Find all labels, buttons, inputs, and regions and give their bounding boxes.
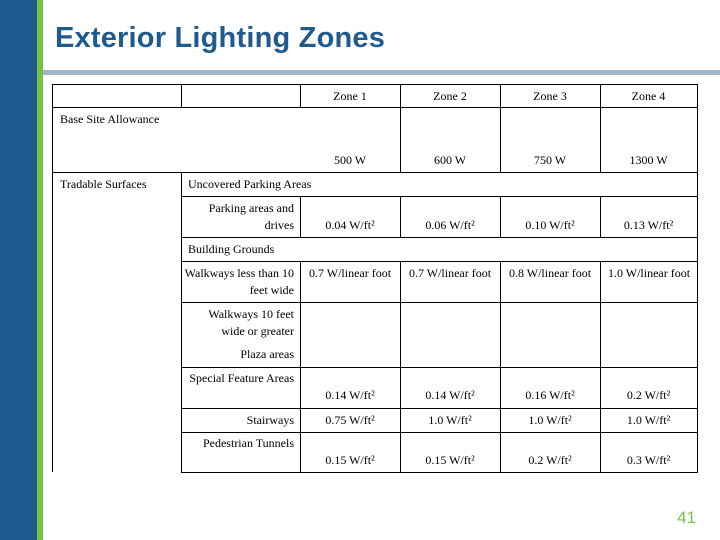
parking-zone-4: 0.13 W/ft²: [623, 218, 674, 232]
row-line-grounds-header: [181, 261, 698, 262]
col-line-d-grounds: [500, 261, 501, 472]
pedestrian-zone-2: 0.15 W/ft²: [425, 453, 475, 467]
pedestrian-tunnels-label: Pedestrian Tunnels: [202, 436, 294, 450]
stairways-zone-1: 0.75 W/ft²: [325, 413, 375, 427]
slide-title: Exterior Lighting Zones: [55, 22, 386, 54]
building-grounds-header: Building Grounds: [188, 242, 275, 256]
table-border-bottom: [181, 472, 698, 473]
pedestrian-zone-1: 0.15 W/ft²: [325, 453, 375, 467]
col-line-a-header: [181, 84, 182, 108]
row-line-base: [52, 172, 698, 173]
row-line-special: [181, 408, 698, 409]
stairways-zone-2: 1.0 W/ft²: [428, 413, 472, 427]
special-zone-4: 0.2 W/ft²: [626, 388, 671, 402]
special-feature-label: Special Feature Areas: [189, 371, 294, 385]
left-band-green: [37, 0, 43, 540]
zone-1-header: Zone 1: [333, 89, 367, 103]
walkways-less-zone-1: 0.7 W/linear foot: [308, 266, 392, 280]
lighting-zones-table: [52, 84, 698, 472]
col-line-a: [181, 172, 182, 472]
table-border-right: [697, 84, 698, 473]
walkways-less-zone-4: 1.0 W/linear foot: [607, 266, 691, 280]
plaza-areas-label: Plaza areas: [240, 347, 294, 361]
base-site-allowance-label: Base Site Allowance: [60, 112, 160, 126]
parking-areas-label: Parking areas and drives: [208, 201, 294, 232]
stairways-zone-3: 1.0 W/ft²: [528, 413, 572, 427]
stairways-zone-4: 1.0 W/ft²: [626, 413, 671, 427]
title-underline: [43, 70, 720, 75]
base-zone-3: 750 W: [533, 153, 567, 167]
walkways-10-label: Walkways 10 feet wide or greater: [208, 307, 294, 338]
parking-zone-1: 0.04 W/ft²: [325, 218, 375, 232]
row-line-walkways-plaza: [181, 367, 698, 368]
row-line-uncovered-header: [181, 196, 698, 197]
walkways-less-zone-3: 0.8 W/linear foot: [508, 266, 592, 280]
walkways-less-zone-2: 0.7 W/linear foot: [408, 266, 492, 280]
zone-4-header: Zone 4: [631, 89, 666, 103]
stairways-label: Stairways: [246, 413, 294, 427]
row-line-parking: [181, 237, 698, 238]
zone-2-header: Zone 2: [433, 89, 467, 103]
base-zone-4: 1300 W: [629, 153, 668, 167]
special-zone-3: 0.16 W/ft²: [525, 388, 575, 402]
base-zone-1: 500 W: [333, 153, 367, 167]
row-line-stairways: [181, 432, 698, 433]
base-zone-2: 600 W: [433, 153, 467, 167]
col-line-b-grounds: [300, 261, 301, 472]
zone-3-header: Zone 3: [533, 89, 567, 103]
page-number: 41: [677, 508, 696, 527]
parking-zone-3: 0.10 W/ft²: [525, 218, 575, 232]
walkways-less-label: Walkways less than 10 feet wide: [184, 266, 294, 297]
col-line-e-grounds: [600, 261, 601, 472]
pedestrian-zone-4: 0.3 W/ft²: [626, 453, 671, 467]
uncovered-parking-header: Uncovered Parking Areas: [188, 177, 312, 191]
left-band-blue: [0, 0, 37, 540]
row-line-header: [52, 107, 698, 108]
pedestrian-zone-3: 0.2 W/ft²: [528, 453, 572, 467]
tradable-surfaces-label: Tradable Surfaces: [60, 177, 147, 191]
col-line-c-grounds: [400, 261, 401, 472]
row-line-walkways-less: [181, 302, 698, 303]
table-border-top: [52, 84, 698, 85]
table-border-left: [52, 84, 53, 472]
special-zone-2: 0.14 W/ft²: [425, 388, 475, 402]
special-zone-1: 0.14 W/ft²: [325, 388, 375, 402]
parking-zone-2: 0.06 W/ft²: [425, 218, 475, 232]
